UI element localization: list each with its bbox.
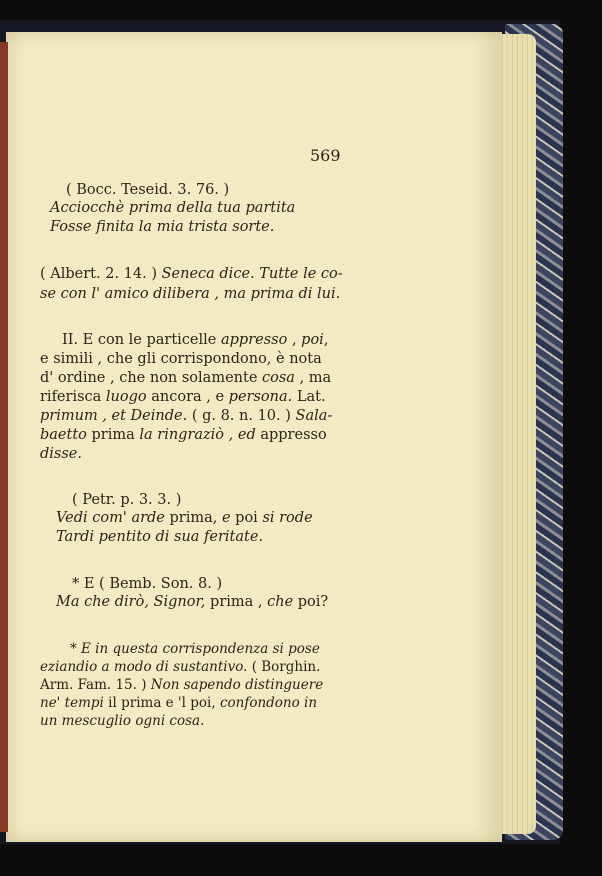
quote1-line1: Acciocchè prima della tua partita xyxy=(50,200,296,216)
quote4-line1: Ma che dirò, Signor, prima , che poi? xyxy=(56,594,329,610)
section-line2: e simili , che gli corrispondono, è nota xyxy=(40,351,322,367)
section-line6: baetto prima la ringraziò , ed appresso xyxy=(40,427,327,443)
section-line5: primum , et Deinde. ( g. 8. n. 10. ) Sala- xyxy=(40,408,333,424)
spine-edge xyxy=(0,42,8,832)
quote2-line2: se con l' amico dilibera , ma prima di lui. xyxy=(40,286,341,302)
quote1-ref: ( Bocc. Teseid. 3. 76. ) xyxy=(66,182,230,198)
quote3-line2: Tardi pentito di sua feritate. xyxy=(56,529,264,545)
section-line4: riferisca luogo ancora , e persona. Lat. xyxy=(40,389,326,405)
footnote-line2: eziandio a modo di sustantivo. ( Borghin. xyxy=(40,659,321,675)
footnote-line4: ne' tempi il prima e 'l poi, confondono in xyxy=(40,695,318,711)
section-line3: d' ordine , che non solamente cosa , ma xyxy=(40,370,332,386)
page-number: 569 xyxy=(310,146,341,165)
quote1-line2: Fosse finita la mia trista sorte. xyxy=(50,219,275,235)
footnote-line1: * E in questa corrispondenza si pose xyxy=(70,641,320,657)
section-line1: II. E con le particelle appresso , poi, xyxy=(62,332,329,348)
quote4-ref: * E ( Bemb. Son. 8. ) xyxy=(72,576,223,592)
footnote-line3: Arm. Fam. 15. ) Non sapendo distinguere xyxy=(40,677,324,693)
section-line7: disse. xyxy=(40,446,82,462)
quote3-ref: ( Petr. p. 3. 3. ) xyxy=(72,492,182,508)
quote2-line1: ( Albert. 2. 14. ) Seneca dice. Tutte le co- xyxy=(40,266,343,282)
footnote-line5: un mescuglio ogni cosa. xyxy=(40,713,205,729)
quote3-line1: Vedi com' arde prima, e poi si rode xyxy=(56,510,313,526)
